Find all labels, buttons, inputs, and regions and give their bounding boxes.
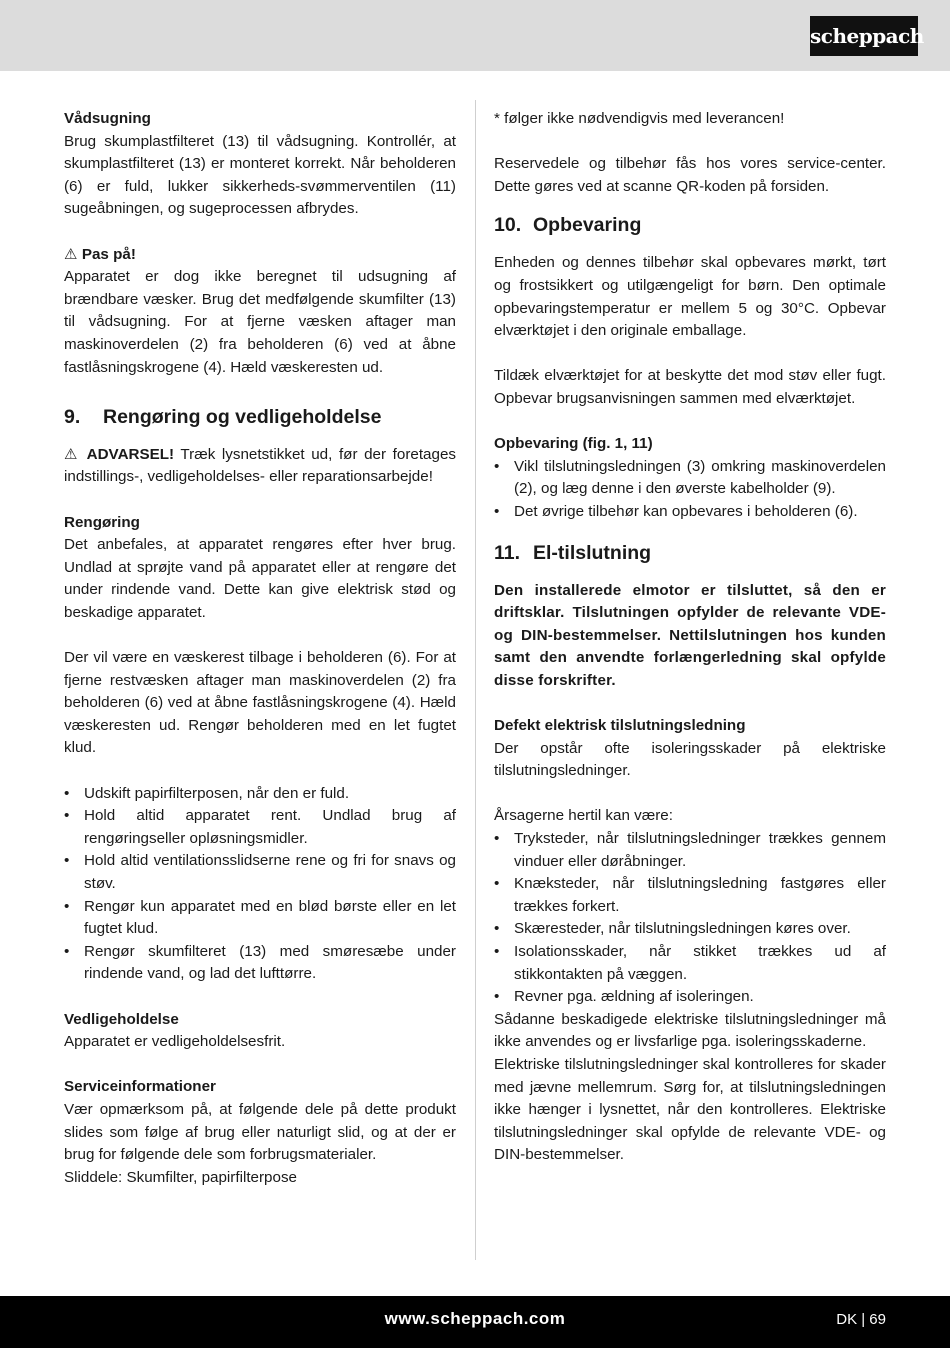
maintenance-title: Vedligeholdelse xyxy=(64,1010,179,1028)
list-item: • Skæresteder, når tilslutningsledningen køres over. xyxy=(494,918,886,941)
section-9-heading xyxy=(64,404,456,430)
bullet-icon: • xyxy=(64,784,70,802)
bullet-icon: • xyxy=(494,830,500,848)
section-number: 11. xyxy=(494,541,521,564)
delivery-note: * følger ikke nødvendigvis med leverancen! xyxy=(494,110,785,127)
list-item: • Det øvrige tilbehør kan opbevares i beholderen (6). xyxy=(494,501,886,524)
list-item: • Vikl tilslutningsledningen (3) omkring maskinoverdelen (2), og læg denne i den øverste kabelholder (9). xyxy=(494,457,886,498)
wear-parts-text: Sliddele: Skumfilter, papirfilterpose xyxy=(64,1168,297,1186)
maintenance-text: Apparatet er vedligeholdelsesfrit. xyxy=(64,1033,286,1051)
list-item: • Revner pga. ældning af isoleringen. xyxy=(494,986,886,1009)
service-info-title: Serviceinformationer xyxy=(64,1078,216,1096)
section-title: Opbevaring xyxy=(533,214,642,237)
causes-intro: Årsagerne hertil kan være: xyxy=(494,807,673,825)
storage-text-2: Tildæk elværktøjet for at beskytte det mod støv eller fugt. Opbevar brugsanvisningen sammen med elværktøjet. xyxy=(494,367,886,407)
column-divider xyxy=(475,100,476,1260)
section-number: 9. xyxy=(64,405,81,428)
section-11-heading xyxy=(494,540,886,566)
bullet-icon: • xyxy=(494,920,500,938)
caution-title: Pas på! xyxy=(81,245,136,263)
cleaning-text-2: Der vil være en væskerest tilbage i beholderen (6). For at fjerne restvæsken aftager man maskinoverdelen (2) fra beholderen (6) ved at åbne fastlåsningskrogene (4). Hæld væskeresten ud. Rengør beholderen med en let fugtet klud. xyxy=(64,649,456,757)
list-item: • Isolationsskader, når stikket trækkes ud af stikkontakten på væggen. xyxy=(494,943,886,983)
warning-text: Træk lysnetstikket ud, før der foretages indstillings-, vedligeholdelses- eller reparationsarbejde! xyxy=(64,445,456,486)
right-column xyxy=(494,108,886,1167)
wet-suction-title: Vådsugning xyxy=(64,110,151,127)
section-title: El-tilslutning xyxy=(533,541,652,564)
bullet-icon: • xyxy=(64,897,70,915)
damaged-cable-text: Sådanne beskadigede elektriske tilslutningsledninger må ikke anvendes og er livsfarlige pga. isoleringsskaderne. xyxy=(494,1010,886,1051)
spare-parts-note: Reservedele og tilbehør fås hos vores service-center. Dette gøres ved at scanne QR-koden på forsiden. xyxy=(494,155,886,195)
bullet-icon: • xyxy=(494,943,500,960)
warning-paragraph xyxy=(64,444,456,489)
section-number: 10. xyxy=(494,214,522,237)
list-item: • Hold altid ventilationsslidserne rene og fri for snavs og støv. xyxy=(64,852,456,892)
website-link[interactable]: www.scheppach.com xyxy=(384,1309,566,1328)
footer-bar xyxy=(0,1296,950,1348)
bullet-icon: • xyxy=(64,942,70,960)
list-item: • Knæksteder, når tilslutningsledning fastgøres eller trækkes forkert. xyxy=(494,875,886,915)
bullet-icon: • xyxy=(64,852,70,870)
wet-suction-text: Brug skumplastfilteret (13) til vådsugning. Kontrollér, at skumplastfilteret (13) er monteret korrekt. Når beholderen (6) er fuld, lukker sikkerheds-svømmerventilen (11) sugeåbningen, og sugeprocessen afbrydes. xyxy=(64,132,456,218)
check-cable-text: Elektriske tilslutningsledninger skal kontrolleres for skader med jævne mellemrum. Sørg for, at tilslutningsledningen ikke hænger i lysnettet, når den kontrolleres. Elektriske tilslutningsledninger skal opfylde de relevante VDE- og DIN-bestemmelser. xyxy=(494,1055,886,1164)
warning-label: ADVARSEL! xyxy=(86,445,175,463)
bullet-icon: • xyxy=(494,457,500,475)
storage-fig-title: Opbevaring (fig. 1, 11) xyxy=(494,435,653,453)
warning-triangle-icon: ⚠ xyxy=(64,445,81,463)
section-title: Rengøring og vedligeholdelse xyxy=(103,405,382,428)
defect-cable-text: Der opstår ofte isoleringsskader på elektriske tilslutningsledninger. xyxy=(494,739,886,780)
caution-text: Apparatet er dog ikke beregnet til udsugning af brændbare væsker. Brug det medfølgende skumfilter (13) til vådsugning. For at fjerne væsken aftager man maskinoverdelen (2) fra beholderen (6) ved at åbne fastlåsningskrogene (4). Hæld væskeresten ud. xyxy=(64,268,456,376)
storage-list xyxy=(494,456,886,524)
list-item: • Rengør kun apparatet med en blød børste eller en let fugtet klud. xyxy=(64,897,456,938)
defect-cable-title: Defekt elektrisk tilslutningsledning xyxy=(494,717,746,735)
bullet-icon: • xyxy=(494,988,500,1006)
left-column xyxy=(64,108,456,1189)
service-info-text: Vær opmærksom på, at følgende dele på dette produkt slides som følge af brug eller naturligt slid, og at der er brug for følgende dele som forbrugsmaterialer. xyxy=(64,1100,456,1164)
bullet-icon: • xyxy=(494,875,500,893)
bullet-icon: • xyxy=(494,502,500,520)
list-item: • Tryksteder, når tilslutningsledninger trækkes gennem vinduer eller døråbninger. xyxy=(494,830,886,870)
storage-text-1: Enheden og dennes tilbehør skal opbevares mørkt, tørt og frostsikkert og utilgængeligt for børn. Den optimale opbevaringstemperatur er mellem 5 og 30°C. Opbevar elværktøjet i den originale emballage. xyxy=(494,254,886,340)
list-item: • Hold altid apparatet rent. Undlad brug af rengøringseller opløsningsmidler. xyxy=(64,807,456,847)
cleaning-list xyxy=(64,783,456,986)
causes-list xyxy=(494,828,886,1009)
cleaning-text-1: Det anbefales, at apparatet rengøres efter hver brug. Undlad at sprøjte vand på apparatet eller at rengøre det under rindende vand. Dette kan give elektrisk stød og beskadige apparatet. xyxy=(64,536,456,621)
electrical-connection-text: Den installerede elmotor er tilsluttet, så den er driftsklar. Tilslutningen opfylder de relevante VDE- og DIN-bestemmelser. Nettilslutningen hos kunden samt den anvendte forlængerledning skal opfylde disse forskrifter. xyxy=(494,581,886,689)
cleaning-title: Rengøring xyxy=(64,513,140,531)
list-item: • Udskift papirfilterposen, når den er fuld. xyxy=(64,783,456,806)
caution-heading xyxy=(64,244,456,267)
scheppach-logo: scheppach xyxy=(810,16,918,56)
bullet-icon: • xyxy=(64,807,70,825)
section-10-heading xyxy=(494,212,886,238)
page-number: DK | 69 xyxy=(836,1311,886,1328)
list-item: • Rengør skumfilteret (13) med smøresæbe under rindende vand, og lad det lufttørre. xyxy=(64,942,456,983)
warning-triangle-icon: ⚠ xyxy=(64,245,78,263)
header-bar xyxy=(0,0,950,71)
